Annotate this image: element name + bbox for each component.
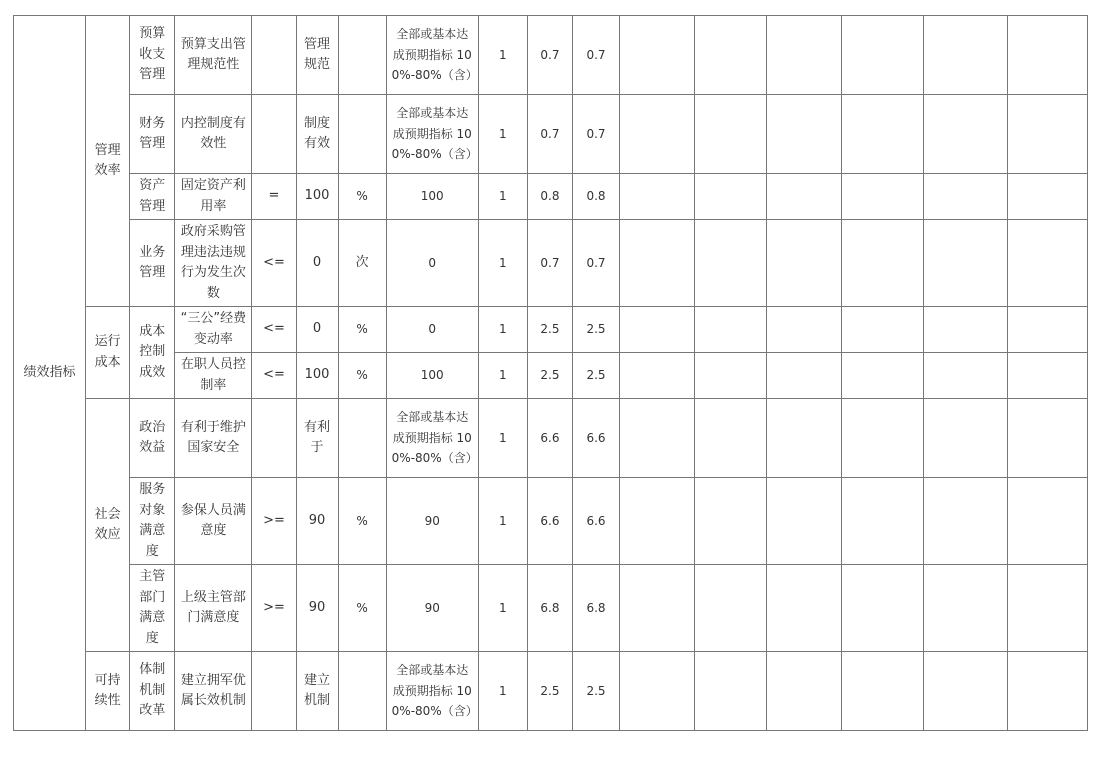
score-cell: 0.7: [527, 16, 572, 95]
indicator-name-cell: “三公”经费变动率: [175, 307, 252, 353]
operator-cell: <=: [252, 353, 296, 399]
group-cell: 运行成本: [86, 307, 130, 399]
indicator-name-cell: 建立拥军优属长效机制: [175, 652, 252, 731]
empty-cell: [1007, 652, 1087, 731]
empty-cell: [1007, 478, 1087, 565]
empty-cell: [923, 220, 1007, 307]
weight-cell: 1: [478, 652, 527, 731]
empty-cell: [767, 399, 842, 478]
unit-cell: [338, 95, 386, 174]
target-cell: 有利于: [296, 399, 338, 478]
sub-category-cell: 主管部门满意度: [130, 565, 175, 652]
target-cell: 90: [296, 478, 338, 565]
empty-cell: [923, 478, 1007, 565]
operator-cell: [252, 16, 296, 95]
empty-cell: [767, 95, 842, 174]
table-row: [14, 478, 1088, 565]
score-cell: 0.7: [572, 95, 619, 174]
weight-cell: 1: [478, 399, 527, 478]
group-cell: 社会效应: [86, 399, 130, 652]
score-cell: 2.5: [527, 353, 572, 399]
empty-cell: [767, 174, 842, 220]
empty-cell: [620, 16, 695, 95]
group-cell: 管理效率: [86, 16, 130, 307]
empty-cell: [1007, 220, 1087, 307]
score-cell: 6.8: [527, 565, 572, 652]
score-cell: 0.8: [572, 174, 619, 220]
standard-cell: 100: [386, 174, 478, 220]
empty-cell: [620, 307, 695, 353]
sub-category-cell: 预算收支管理: [130, 16, 175, 95]
unit-cell: %: [338, 478, 386, 565]
empty-cell: [1007, 16, 1087, 95]
score-cell: 2.5: [572, 307, 619, 353]
weight-cell: 1: [478, 16, 527, 95]
empty-cell: [767, 16, 842, 95]
empty-cell: [1007, 565, 1087, 652]
empty-cell: [767, 565, 842, 652]
empty-cell: [620, 95, 695, 174]
table-row: [14, 353, 1088, 399]
empty-cell: [842, 652, 923, 731]
empty-cell: [620, 220, 695, 307]
empty-cell: [842, 307, 923, 353]
empty-cell: [842, 16, 923, 95]
unit-cell: %: [338, 307, 386, 353]
empty-cell: [923, 652, 1007, 731]
standard-cell: 全部或基本达成预期指标 100%-80%（含）: [386, 652, 478, 731]
weight-cell: 1: [478, 174, 527, 220]
weight-cell: 1: [478, 353, 527, 399]
target-cell: 0: [296, 307, 338, 353]
empty-cell: [1007, 95, 1087, 174]
indicator-name-cell: 政府采购管理违法违规行为发生次数: [175, 220, 252, 307]
standard-cell: 100: [386, 353, 478, 399]
standard-cell: 全部或基本达成预期指标 100%-80%（含）: [386, 95, 478, 174]
score-cell: 0.7: [572, 16, 619, 95]
indicator-name-cell: 有利于维护国家安全: [175, 399, 252, 478]
score-cell: 2.5: [527, 652, 572, 731]
score-cell: 6.6: [527, 478, 572, 565]
group-cell: 可持续性: [86, 652, 130, 731]
performance-indicator-table: [13, 15, 1088, 731]
score-cell: 2.5: [527, 307, 572, 353]
table-row: [14, 174, 1088, 220]
standard-cell: 90: [386, 565, 478, 652]
score-cell: 6.6: [527, 399, 572, 478]
empty-cell: [620, 565, 695, 652]
empty-cell: [695, 652, 767, 731]
empty-cell: [923, 307, 1007, 353]
empty-cell: [842, 478, 923, 565]
sub-category-cell: 财务管理: [130, 95, 175, 174]
empty-cell: [695, 565, 767, 652]
unit-cell: %: [338, 565, 386, 652]
score-cell: 0.8: [527, 174, 572, 220]
table-row: [14, 16, 1088, 95]
operator-cell: [252, 652, 296, 731]
empty-cell: [695, 399, 767, 478]
score-cell: 2.5: [572, 652, 619, 731]
target-cell: 建立机制: [296, 652, 338, 731]
empty-cell: [842, 353, 923, 399]
empty-cell: [695, 16, 767, 95]
score-cell: 6.8: [572, 565, 619, 652]
score-cell: 2.5: [572, 353, 619, 399]
table-row: [14, 399, 1088, 478]
standard-cell: 90: [386, 478, 478, 565]
empty-cell: [842, 565, 923, 652]
empty-cell: [923, 16, 1007, 95]
unit-cell: [338, 16, 386, 95]
empty-cell: [620, 174, 695, 220]
empty-cell: [923, 174, 1007, 220]
table-row: [14, 95, 1088, 174]
empty-cell: [1007, 353, 1087, 399]
operator-cell: <=: [252, 307, 296, 353]
score-cell: 0.7: [527, 95, 572, 174]
empty-cell: [767, 353, 842, 399]
table-row: [14, 307, 1088, 353]
empty-cell: [767, 478, 842, 565]
empty-cell: [620, 399, 695, 478]
operator-cell: >=: [252, 565, 296, 652]
weight-cell: 1: [478, 478, 527, 565]
empty-cell: [620, 353, 695, 399]
empty-cell: [767, 307, 842, 353]
indicator-name-cell: 内控制度有效性: [175, 95, 252, 174]
empty-cell: [842, 399, 923, 478]
empty-cell: [923, 399, 1007, 478]
table-row: [14, 565, 1088, 652]
empty-cell: [695, 307, 767, 353]
score-cell: 0.7: [572, 220, 619, 307]
operator-cell: <=: [252, 220, 296, 307]
category-cell: 绩效指标: [14, 16, 86, 731]
unit-cell: %: [338, 174, 386, 220]
unit-cell: %: [338, 353, 386, 399]
empty-cell: [842, 95, 923, 174]
empty-cell: [620, 652, 695, 731]
empty-cell: [767, 220, 842, 307]
standard-cell: 0: [386, 220, 478, 307]
target-cell: 制度有效: [296, 95, 338, 174]
empty-cell: [1007, 174, 1087, 220]
empty-cell: [695, 220, 767, 307]
indicator-name-cell: 固定资产利用率: [175, 174, 252, 220]
empty-cell: [620, 478, 695, 565]
weight-cell: 1: [478, 95, 527, 174]
indicator-name-cell: 在职人员控制率: [175, 353, 252, 399]
empty-cell: [695, 174, 767, 220]
sub-category-cell: 成本控制成效: [130, 307, 175, 399]
sub-category-cell: 资产管理: [130, 174, 175, 220]
target-cell: 100: [296, 353, 338, 399]
empty-cell: [695, 353, 767, 399]
indicator-name-cell: 参保人员满意度: [175, 478, 252, 565]
empty-cell: [695, 95, 767, 174]
sub-category-cell: 政治效益: [130, 399, 175, 478]
operator-cell: [252, 399, 296, 478]
sub-category-cell: 服务对象满意度: [130, 478, 175, 565]
empty-cell: [923, 565, 1007, 652]
empty-cell: [842, 174, 923, 220]
unit-cell: 次: [338, 220, 386, 307]
score-cell: 6.6: [572, 399, 619, 478]
indicator-name-cell: 上级主管部门满意度: [175, 565, 252, 652]
empty-cell: [767, 652, 842, 731]
standard-cell: 全部或基本达成预期指标 100%-80%（含）: [386, 399, 478, 478]
operator-cell: =: [252, 174, 296, 220]
score-cell: 0.7: [527, 220, 572, 307]
empty-cell: [842, 220, 923, 307]
sub-category-cell: 业务管理: [130, 220, 175, 307]
standard-cell: 全部或基本达成预期指标 100%-80%（含）: [386, 16, 478, 95]
empty-cell: [923, 353, 1007, 399]
operator-cell: >=: [252, 478, 296, 565]
empty-cell: [695, 478, 767, 565]
operator-cell: [252, 95, 296, 174]
table-row: [14, 220, 1088, 307]
weight-cell: 1: [478, 307, 527, 353]
weight-cell: 1: [478, 220, 527, 307]
table-row: [14, 652, 1088, 731]
empty-cell: [1007, 399, 1087, 478]
weight-cell: 1: [478, 565, 527, 652]
sub-category-cell: 体制机制改革: [130, 652, 175, 731]
target-cell: 100: [296, 174, 338, 220]
empty-cell: [1007, 307, 1087, 353]
empty-cell: [923, 95, 1007, 174]
unit-cell: [338, 652, 386, 731]
target-cell: 管理规范: [296, 16, 338, 95]
standard-cell: 0: [386, 307, 478, 353]
score-cell: 6.6: [572, 478, 619, 565]
target-cell: 0: [296, 220, 338, 307]
target-cell: 90: [296, 565, 338, 652]
unit-cell: [338, 399, 386, 478]
indicator-name-cell: 预算支出管理规范性: [175, 16, 252, 95]
